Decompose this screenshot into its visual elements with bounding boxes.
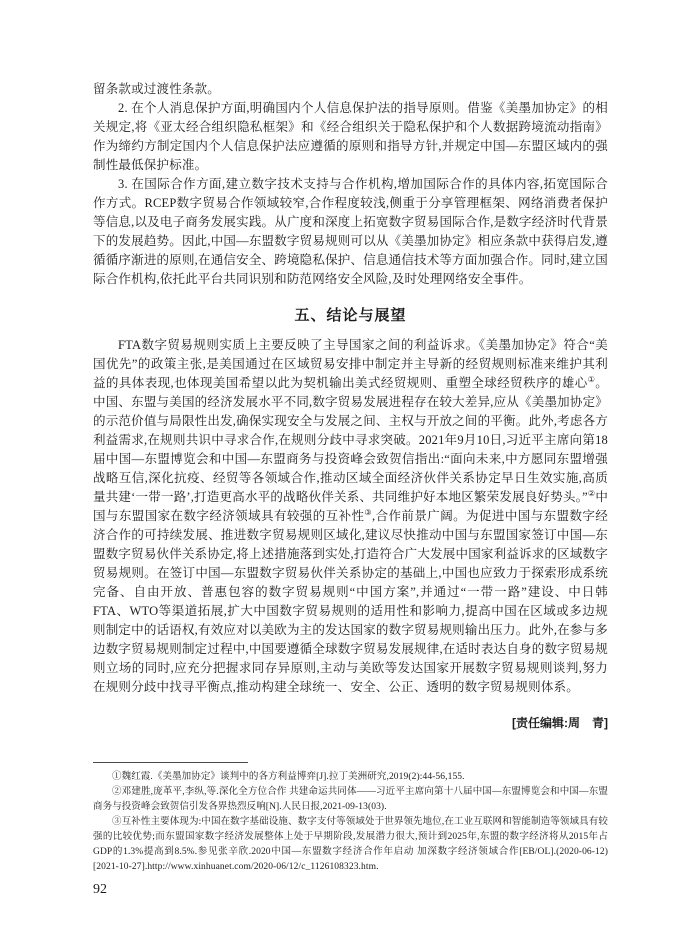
paragraph-text-segment: 。中国、东盟与美国的经济发展水平不同,数字贸易发展进程存在较大差异,应从《美墨加协定》的示范价值与局限性出发,确保实现安全与发展之间、主权与开放之间的平衡。此外,考虑各方利益需求,在规则共识中寻求合作,在规则分歧中寻求突破。2021年9月10日,习近平主席向第18届中国—东盟博览会和中国—东盟商务与投资峰会致贺信指出:“面向未来,中方愿同东盟增强战略互信,深化抗疫、经贸等各领域合作,推动区域全面经济伙伴关系协定早日生效实施,高质量共建‘一带一路’,打造更高水平的战略伙伴关系、共同维护好本地区繁荣发展良好势头。”: [93, 376, 608, 504]
footnote-item-2: ②邓建胜,庞革平,李纵,等.深化全方位合作 共建命运共同体——习近平主席向第十八届中国—东盟博览会和中国—东盟商务与投资峰会致贺信引发各界热烈反响[N].人民日报,2021-09-13(03).: [93, 787, 608, 812]
paragraph-item-3-international-cooperation: 3. 在国际合作方面,建立数字技术支持与合作机构,增加国际合作的具体内容,拓宽国际合作方式。RCEP数字贸易合作领域较窄,合作程度较浅,侧重于分享管理框架、网络消费者保护等信息,以及电子商务发展实践。从广度和深度上拓宽数字贸易国际合作,是数字经济时代背景下的发展趋势。因此,中国—东盟数字贸易规则可以从《美墨加协定》相应条款中获得启发,遵循循序渐进的原则,在通信安全、跨境隐私保护、信息通信技术等方面加强合作。同时,建立国际合作机构,依托此平台共同识别和防范网络安全风险,及时处理网络安全事件。: [93, 177, 608, 286]
paragraph-text-segment: 中国与东盟国家在数字经济领域具有较强的互补性: [93, 490, 609, 523]
footnote-ref-2: ②: [587, 488, 596, 498]
paragraph-text-segment: FTA数字贸易规则实质上主要反映了主导国家之间的利益诉求。《美墨加协定》符合“美国优先”的政策主张,是美国通过在区域贸易安排中制定并主导新的经贸规则标准来维护其利益的具体表现,也体现美国希望以此为契机输出美式经贸规则、重塑全球经贸秩序的雄心: [93, 338, 608, 390]
paragraph-text-segment: ,合作前景广阔。为促进中国与东盟数字经济合作的可持续发展、推进数字贸易规则区域化,建议尽快推动中国与东盟国家签订中国—东盟数字贸易伙伴关系协定,将上述措施落到实处,打造符合广大发展中国家利益诉求的区域数字贸易规则。在签订中国—东盟数字贸易伙伴关系协定的基础上,中国也应致力于探索形成系统完备、自由开放、普惠包容的数字贸易规则“中国方案”,并通过“一带一路”建设、中日韩FTA、WTO等渠道拓展,扩大中国数字贸易规则的适用性和影响力,提高中国在区域或多边规则制定中的话语权,有效应对以美欧为主的发达国家的数字贸易规则输出压力。此外,在参与多边数字贸易规则制定过程中,中国要遵循全球数字贸易发展规律,在适时表达自身的数字贸易规则立场的同时,应充分把握求同存异原则,主动与美欧等发达国家开展数字贸易规则谈判,努力在规则分歧中找寻平衡点,推动构建全球统一、安全、公正、透明的数字贸易规则体系。: [93, 509, 608, 694]
conclusion-paragraph: [93, 336, 608, 697]
footnote-separator: [93, 762, 248, 763]
footnotes: [93, 770, 608, 875]
body-text-block: [93, 80, 608, 289]
footnote-ref-1: ①: [587, 374, 596, 384]
section-heading-conclusion: 五、结论与展望: [294, 307, 407, 324]
paragraph-continued-from-previous-page: 留条款或过渡性条款。: [93, 82, 221, 96]
page-number: 92: [93, 882, 107, 897]
editor-note: [责任编辑:周 青]: [512, 716, 608, 730]
footnote-ref-3: ③: [364, 507, 373, 517]
footnote-item-1: ①魏红霞.《美墨加协定》谈判中的各方利益博弈[J].拉丁美洲研究,2019(2):44-56,155.: [112, 772, 465, 782]
paragraph-item-2-personal-info-protection: 2. 在个人消息保护方面,明确国内个人信息保护法的指导原则。借鉴《美墨加协定》的相关规定,将《亚太经合组织隐私框架》和《经合组织关于隐私保护和个人数据跨境流动指南》作为缔约方制定国内个人信息保护法应遵循的原则和指导方针,并规定中国—东盟区域内的强制性最低保护标准。: [93, 101, 608, 172]
footnote-item-3: ③互补性主要体现为:中国在数字基础设施、数字支付等领域处于世界领先地位,在工业互联网和智能制造等领域具有较强的比较优势;而东盟国家数字经济发展整体上处于早期阶段,发展潜力很大,预计到2025年,东盟的数字经济将从2015年占GDP的1.3%提高到8.5%.参见张辛欣.2020中国—东盟数字经济合作年启动 加深数字经济领域合作[EB/OL].(2020-06-12)[2021-10-27].http://www.xinhuanet.com/2020-06/12/c_1126108323.htm.: [93, 817, 608, 872]
